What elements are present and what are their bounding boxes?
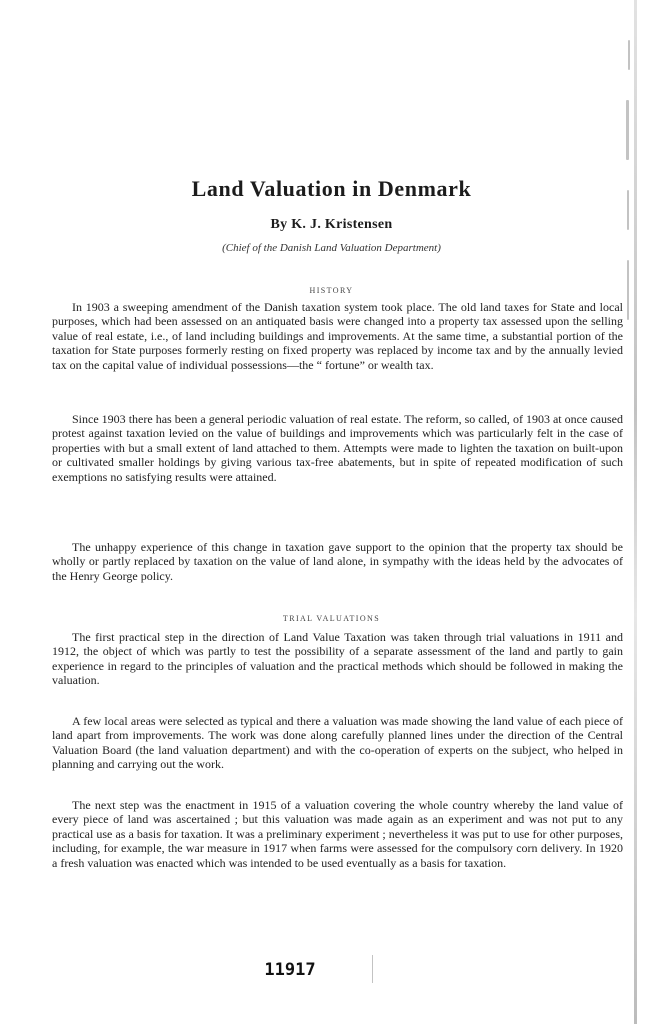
paragraph-3: The unhappy experience of this change in taxation gave support to the opinion that the property tax should be wholly or partly replaced by taxation on the value of land alone, in sympathy with the ideas held by the advocates of the Henry George policy. <box>52 540 623 583</box>
document-title: Land Valuation in Denmark <box>191 176 472 201</box>
scan-speck <box>628 40 630 70</box>
scan-speck <box>626 100 629 160</box>
author-byline: By K. J. Kristensen <box>270 217 393 232</box>
paragraph-2: Since 1903 there has been a general periodic valuation of real estate. The reform, so called, of 1903 at once caused protest against taxation levied on the value of buildings and improvements which was particularly felt in the case of properties with but a small extent of land attached to them. Attempts were made to lighten the taxation on built-upon or cultivated smaller holdings by giving various tax-free abatements, but in spite of repeated modification of such exemptions no satisfying results were attained. <box>52 412 623 484</box>
paragraph-5: A few local areas were selected as typical and there a valuation was made showing the land value of each piece of land apart from improvements. The work was done along carefully planned lines under the direction of the Central Valuation Board (the land valuation department) and with the co-operation of experts on the subject, who helped in planning and carrying out the work. <box>52 714 623 772</box>
paragraph-6: The next step was the enactment in 1915 of a valuation covering the whole country whereby the land value of every piece of land was ascertained ; but this valuation was made again as an experiment and was not put to any practical use as a basis for taxation. It was a preliminary experiment ; nevertheless it was put to use for other purposes, including, for example, the war measure in 1917 when farms were assessed for the compulsory corn delivery. In 1920 a fresh valuation was enacted which was intended to be used eventually as a basis for taxation. <box>52 798 623 870</box>
section-heading-history: HISTORY <box>309 286 354 295</box>
section-heading-trial-valuations: TRIAL VALUATIONS <box>282 614 381 623</box>
paragraph-1: In 1903 a sweeping amendment of the Danish taxation system took place. The old land taxes for State and local purposes, which had been assessed on an antiquated basis were changed into a property tax assessed upon the selling value of real estate, i.e., of land including buildings and improvements. At the same time, a substantial portion of the taxation for State purposes formerly resting on fixed property was replaced by income tax and by the annually levied tax on the capital value of individual possessions—the “ fortune” or wealth tax. <box>52 300 623 372</box>
author-affiliation: (Chief of the Danish Land Valuation Department) <box>222 242 441 254</box>
scan-mark <box>372 955 373 983</box>
paragraph-4: The first practical step in the direction of Land Value Taxation was taken through trial valuations in 1911 and 1912, the object of which was partly to test the possibility of a separate assessment of the land and partly to gain experience in regard to the principles of valuation and the practical methods which should be followed in making the valuation. <box>52 630 623 688</box>
scan-edge-shadow <box>634 0 637 1024</box>
page-number-stamp: 11917 <box>264 960 316 980</box>
